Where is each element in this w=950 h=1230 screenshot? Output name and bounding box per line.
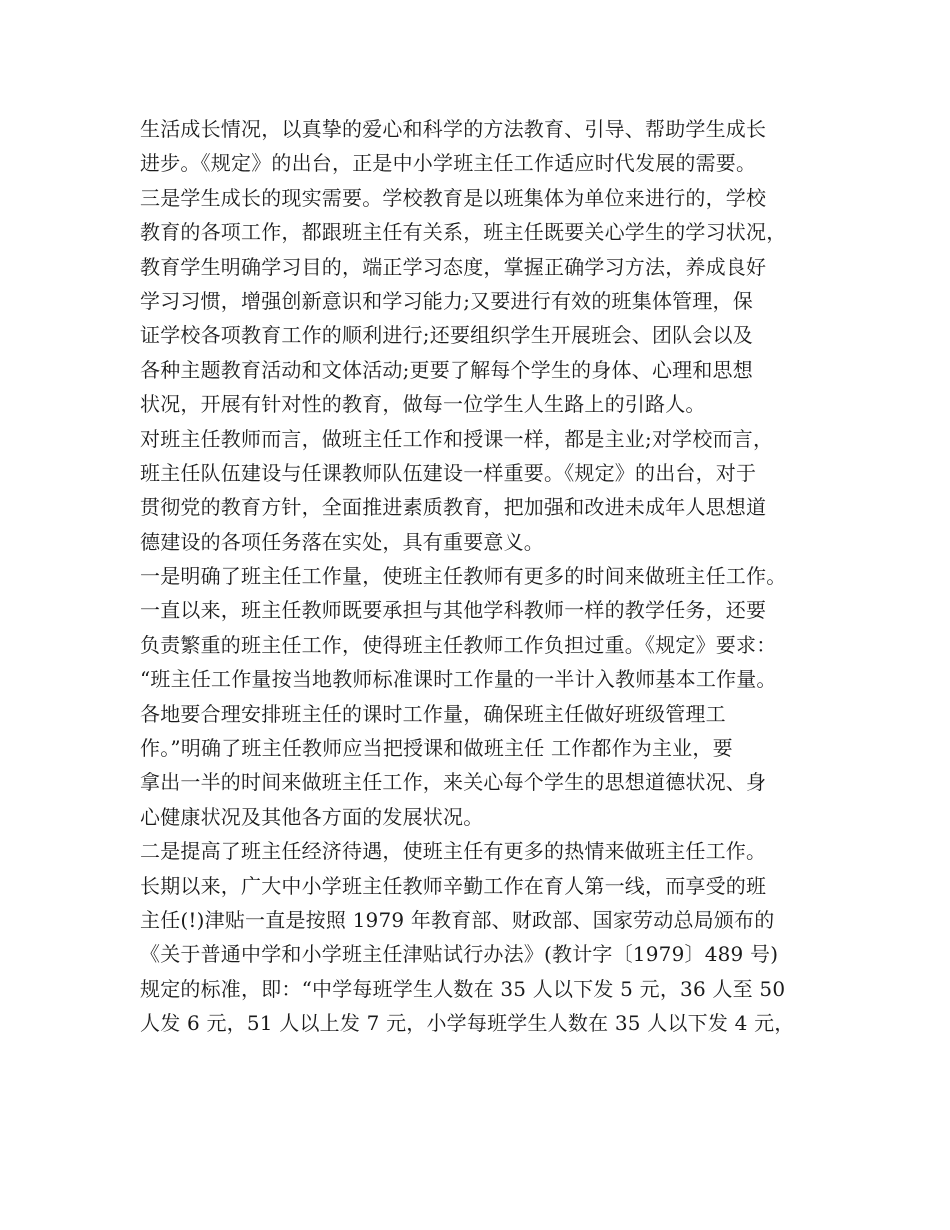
text-line: 负责繁重的班主任工作，使得班主任教师工作负担过重。《规定》要求： bbox=[140, 632, 777, 657]
text-line: 生活成长情况，以真挚的爱心和科学的方法教育、引导、帮助学生成长 bbox=[140, 117, 767, 141]
text-line: 二是提高了班主任经济待遇，使班主任有更多的热情来做班主任工作。 bbox=[140, 839, 767, 864]
text-line: 教育学生明确学习目的，端正学习态度，掌握正确学习方法，养成良好 bbox=[140, 254, 767, 279]
text-line: 德建设的各项任务落在实处，具有重要意义。 bbox=[140, 529, 544, 554]
text-line: 班主任队伍建设与任课教师队伍建设一样重要。《规定》的出台，对于 bbox=[140, 460, 757, 485]
document-body bbox=[140, 112, 830, 1041]
text-line: 拿出一半的时间来做班主任工作，来关心每个学生的思想道德状况、身 bbox=[140, 770, 767, 795]
text-line: 三是学生成长的现实需要。学校教育是以班集体为单位来进行的，学校 bbox=[140, 185, 767, 210]
text-line: 人发 6 元，51 人以上发 7 元，小学每班学生人数在 35 人以下发 4 元， bbox=[140, 1011, 795, 1036]
text-line: “班主任工作量按当地教师标准课时工作量的一半计入教师基本工作量。 bbox=[140, 667, 777, 692]
text-line: 状况，开展有针对性的教育，做每一位学生人生路上的引路人。 bbox=[140, 392, 706, 417]
text-line: 作。”明确了班主任教师应当把授课和做班主任 工作都作为主业，要 bbox=[140, 736, 733, 761]
text-line: 证学校各项教育工作的顺利进行;还要组织学生开展班会、团队会以及 bbox=[140, 323, 753, 348]
text-line: 长期以来，广大中小学班主任教师辛勤工作在育人第一线，而享受的班 bbox=[140, 873, 767, 898]
text-line: 贯彻党的教育方针，全面推进素质教育，把加强和改进未成年人思想道 bbox=[140, 495, 767, 520]
text-line: 进步。《规定》的出台，正是中小学班主任工作适应时代发展的需要。 bbox=[140, 151, 757, 176]
text-line: 学习习惯，增强创新意识和学习能力;又要进行有效的班集体管理，保 bbox=[140, 288, 753, 313]
text-line: 各种主题教育活动和文体活动;更要了解每个学生的身体、心理和思想 bbox=[140, 357, 753, 382]
text-line: 对班主任教师而言，做班主任工作和授课一样，都是主业;对学校而言， bbox=[140, 426, 774, 451]
text-line: 心健康状况及其他各方面的发展状况。 bbox=[140, 804, 484, 829]
text-line: 一是明确了班主任工作量，使班主任教师有更多的时间来做班主任工作。 bbox=[140, 564, 787, 589]
text-line: 规定的标准，即：“中学每班学生人数在 35 人以下发 5 元，36 人至 50 bbox=[140, 976, 786, 1001]
text-line: 教育的各项工作，都跟班主任有关系，班主任既要关心学生的学习状况， bbox=[140, 220, 787, 245]
text-line: 各地要合理安排班主任的课时工作量，确保班主任做好班级管理工 bbox=[140, 701, 726, 726]
text-line: 《关于普通中学和小学班主任津贴试行办法》(教计字〔1979〕489 号) bbox=[140, 942, 779, 967]
text-line: 一直以来，班主任教师既要承担与其他学科教师一样的教学任务，还要 bbox=[140, 598, 767, 623]
text-line: 主任(!)津贴一直是按照 1979 年教育部、财政部、国家劳动总局颁布的 bbox=[140, 907, 775, 932]
